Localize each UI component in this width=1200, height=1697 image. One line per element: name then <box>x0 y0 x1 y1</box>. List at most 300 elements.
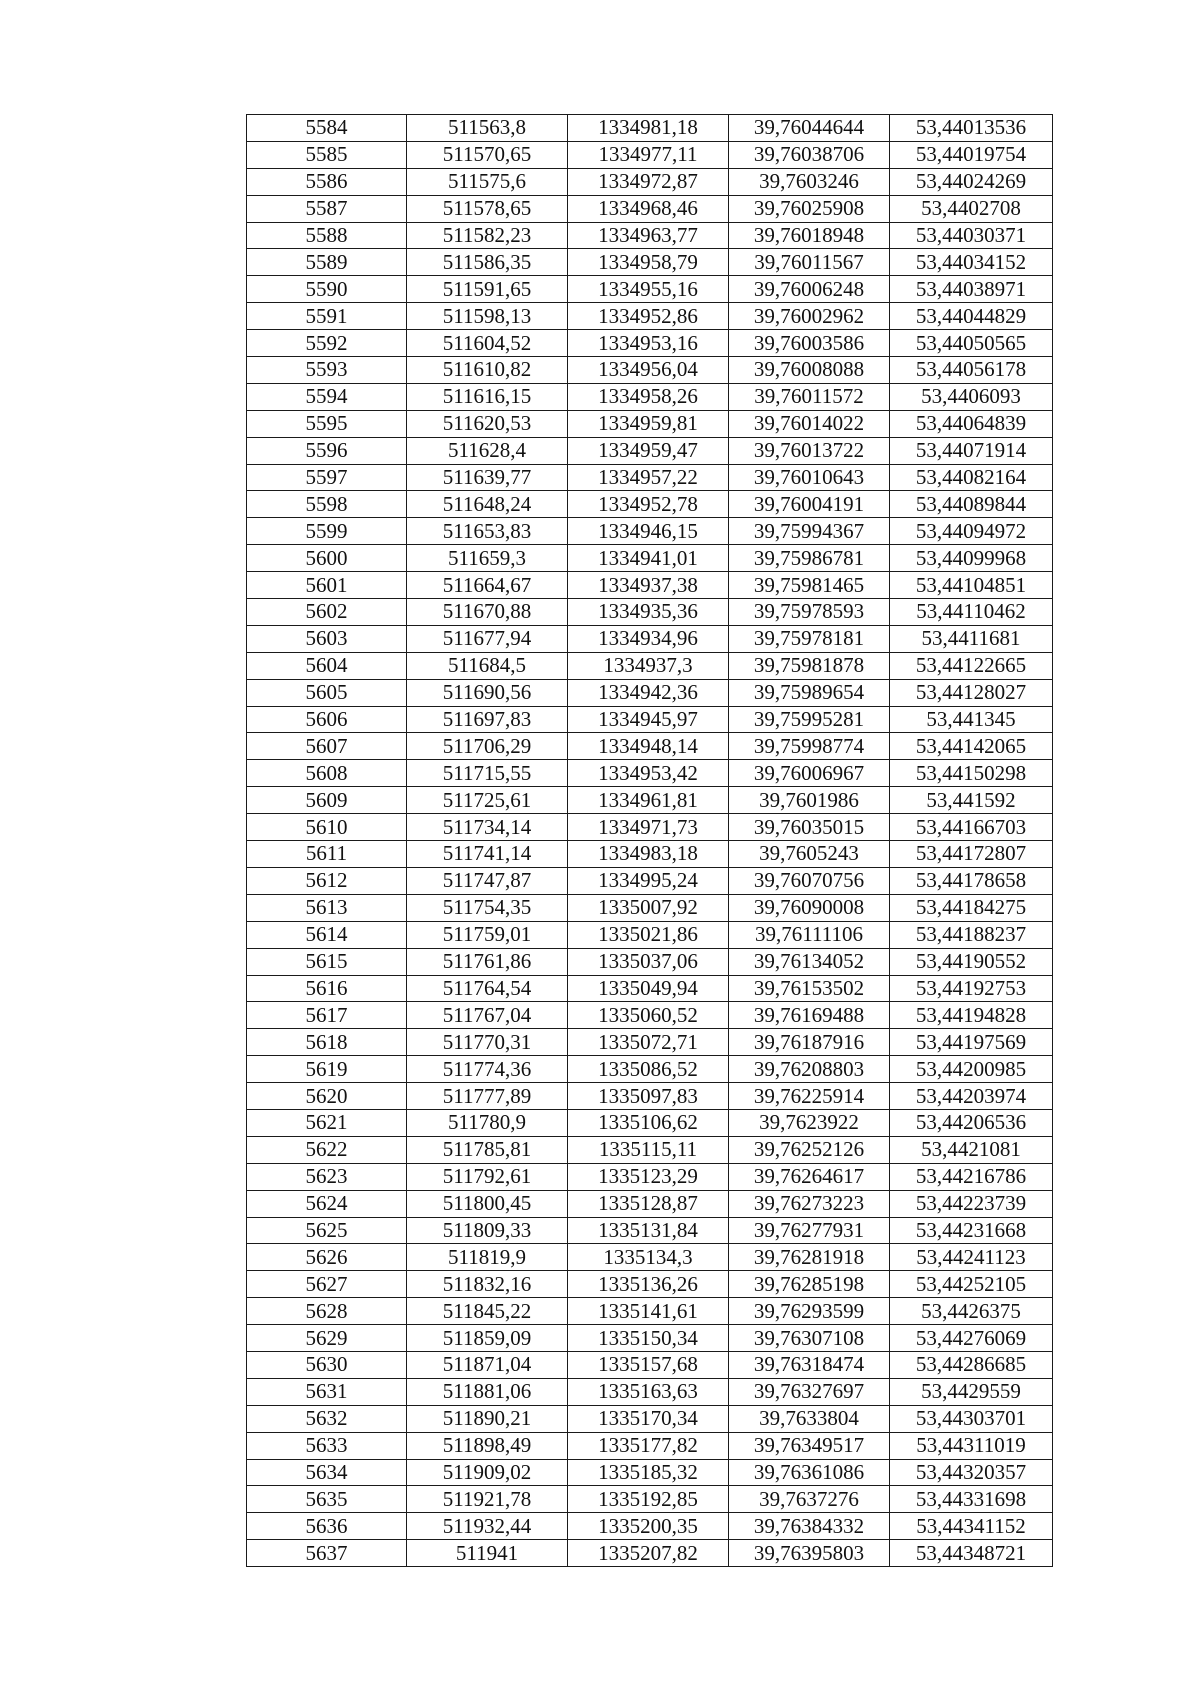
latitude-cell: 53,44203974 <box>890 1083 1053 1110</box>
y-coordinate-cell: 1334942,36 <box>568 679 729 706</box>
table-row <box>247 1002 1053 1029</box>
y-coordinate-cell: 1335097,83 <box>568 1083 729 1110</box>
point-number-cell: 5630 <box>247 1351 407 1378</box>
longitude-cell: 39,75989654 <box>729 679 890 706</box>
longitude-cell: 39,7637276 <box>729 1486 890 1513</box>
y-coordinate-cell: 1334959,81 <box>568 410 729 437</box>
table-row <box>247 787 1053 814</box>
x-coordinate-cell: 511706,29 <box>407 733 568 760</box>
x-coordinate-cell: 511563,8 <box>407 115 568 142</box>
latitude-cell: 53,44276069 <box>890 1325 1053 1352</box>
table-row <box>247 706 1053 733</box>
latitude-cell: 53,44252105 <box>890 1271 1053 1298</box>
latitude-cell: 53,44128027 <box>890 679 1053 706</box>
table-row <box>247 1217 1053 1244</box>
longitude-cell: 39,76004191 <box>729 491 890 518</box>
longitude-cell: 39,75978593 <box>729 599 890 626</box>
x-coordinate-cell: 511659,3 <box>407 545 568 572</box>
y-coordinate-cell: 1334971,73 <box>568 814 729 841</box>
latitude-cell: 53,44197569 <box>890 1029 1053 1056</box>
latitude-cell: 53,44194828 <box>890 1002 1053 1029</box>
point-number-cell: 5594 <box>247 383 407 410</box>
y-coordinate-cell: 1334983,18 <box>568 841 729 868</box>
point-number-cell: 5601 <box>247 572 407 599</box>
table-row <box>247 249 1053 276</box>
latitude-cell: 53,44172807 <box>890 841 1053 868</box>
table-row <box>247 679 1053 706</box>
x-coordinate-cell: 511616,15 <box>407 383 568 410</box>
longitude-cell: 39,76002962 <box>729 303 890 330</box>
latitude-cell: 53,44286685 <box>890 1351 1053 1378</box>
latitude-cell: 53,44030371 <box>890 222 1053 249</box>
table-row <box>247 841 1053 868</box>
latitude-cell: 53,44320357 <box>890 1459 1053 1486</box>
latitude-cell: 53,44331698 <box>890 1486 1053 1513</box>
y-coordinate-cell: 1335072,71 <box>568 1029 729 1056</box>
point-number-cell: 5613 <box>247 894 407 921</box>
table-row <box>247 625 1053 652</box>
latitude-cell: 53,44200985 <box>890 1056 1053 1083</box>
point-number-cell: 5604 <box>247 652 407 679</box>
y-coordinate-cell: 1334946,15 <box>568 518 729 545</box>
x-coordinate-cell: 511898,49 <box>407 1432 568 1459</box>
table-row <box>247 1056 1053 1083</box>
latitude-cell: 53,44110462 <box>890 599 1053 626</box>
table-row <box>247 948 1053 975</box>
latitude-cell: 53,44019754 <box>890 141 1053 168</box>
latitude-cell: 53,44082164 <box>890 464 1053 491</box>
longitude-cell: 39,76187916 <box>729 1029 890 1056</box>
x-coordinate-cell: 511653,83 <box>407 518 568 545</box>
y-coordinate-cell: 1334995,24 <box>568 867 729 894</box>
latitude-cell: 53,44013536 <box>890 115 1053 142</box>
y-coordinate-cell: 1334937,38 <box>568 572 729 599</box>
longitude-cell: 39,76293599 <box>729 1298 890 1325</box>
table-row <box>247 1190 1053 1217</box>
longitude-cell: 39,76006967 <box>729 760 890 787</box>
table-row <box>247 330 1053 357</box>
longitude-cell: 39,76395803 <box>729 1540 890 1567</box>
y-coordinate-cell: 1334972,87 <box>568 168 729 195</box>
point-number-cell: 5588 <box>247 222 407 249</box>
x-coordinate-cell: 511725,61 <box>407 787 568 814</box>
latitude-cell: 53,44064839 <box>890 410 1053 437</box>
table-row <box>247 1459 1053 1486</box>
y-coordinate-cell: 1335192,85 <box>568 1486 729 1513</box>
x-coordinate-cell: 511832,16 <box>407 1271 568 1298</box>
x-coordinate-cell: 511578,65 <box>407 195 568 222</box>
table-row <box>247 1083 1053 1110</box>
y-coordinate-cell: 1335131,84 <box>568 1217 729 1244</box>
y-coordinate-cell: 1335086,52 <box>568 1056 729 1083</box>
latitude-cell: 53,4402708 <box>890 195 1053 222</box>
longitude-cell: 39,75998774 <box>729 733 890 760</box>
x-coordinate-cell: 511677,94 <box>407 625 568 652</box>
point-number-cell: 5600 <box>247 545 407 572</box>
table-row <box>247 1136 1053 1163</box>
x-coordinate-cell: 511859,09 <box>407 1325 568 1352</box>
y-coordinate-cell: 1335141,61 <box>568 1298 729 1325</box>
y-coordinate-cell: 1334955,16 <box>568 276 729 303</box>
y-coordinate-cell: 1335200,35 <box>568 1513 729 1540</box>
table-row <box>247 733 1053 760</box>
coordinates-table-body <box>247 115 1053 1567</box>
longitude-cell: 39,76281918 <box>729 1244 890 1271</box>
latitude-cell: 53,44089844 <box>890 491 1053 518</box>
y-coordinate-cell: 1335060,52 <box>568 1002 729 1029</box>
y-coordinate-cell: 1334977,11 <box>568 141 729 168</box>
table-row <box>247 1540 1053 1567</box>
x-coordinate-cell: 511734,14 <box>407 814 568 841</box>
table-row <box>247 1486 1053 1513</box>
y-coordinate-cell: 1334968,46 <box>568 195 729 222</box>
longitude-cell: 39,76044644 <box>729 115 890 142</box>
latitude-cell: 53,44034152 <box>890 249 1053 276</box>
x-coordinate-cell: 511792,61 <box>407 1163 568 1190</box>
longitude-cell: 39,76090008 <box>729 894 890 921</box>
point-number-cell: 5609 <box>247 787 407 814</box>
longitude-cell: 39,76285198 <box>729 1271 890 1298</box>
longitude-cell: 39,76208803 <box>729 1056 890 1083</box>
table-row <box>247 760 1053 787</box>
x-coordinate-cell: 511715,55 <box>407 760 568 787</box>
latitude-cell: 53,44206536 <box>890 1109 1053 1136</box>
y-coordinate-cell: 1334957,22 <box>568 464 729 491</box>
y-coordinate-cell: 1334963,77 <box>568 222 729 249</box>
latitude-cell: 53,441345 <box>890 706 1053 733</box>
point-number-cell: 5635 <box>247 1486 407 1513</box>
longitude-cell: 39,76264617 <box>729 1163 890 1190</box>
latitude-cell: 53,44071914 <box>890 437 1053 464</box>
latitude-cell: 53,44166703 <box>890 814 1053 841</box>
table-row <box>247 545 1053 572</box>
longitude-cell: 39,76070756 <box>729 867 890 894</box>
point-number-cell: 5602 <box>247 599 407 626</box>
y-coordinate-cell: 1335185,32 <box>568 1459 729 1486</box>
table-row <box>247 1325 1053 1352</box>
longitude-cell: 39,76307108 <box>729 1325 890 1352</box>
latitude-cell: 53,4406093 <box>890 383 1053 410</box>
point-number-cell: 5612 <box>247 867 407 894</box>
point-number-cell: 5610 <box>247 814 407 841</box>
latitude-cell: 53,44150298 <box>890 760 1053 787</box>
x-coordinate-cell: 511747,87 <box>407 867 568 894</box>
x-coordinate-cell: 511741,14 <box>407 841 568 868</box>
latitude-cell: 53,44056178 <box>890 357 1053 384</box>
x-coordinate-cell: 511780,9 <box>407 1109 568 1136</box>
longitude-cell: 39,7633804 <box>729 1405 890 1432</box>
point-number-cell: 5618 <box>247 1029 407 1056</box>
y-coordinate-cell: 1335106,62 <box>568 1109 729 1136</box>
x-coordinate-cell: 511921,78 <box>407 1486 568 1513</box>
table-row <box>247 1109 1053 1136</box>
longitude-cell: 39,76349517 <box>729 1432 890 1459</box>
latitude-cell: 53,44190552 <box>890 948 1053 975</box>
point-number-cell: 5607 <box>247 733 407 760</box>
latitude-cell: 53,44223739 <box>890 1190 1053 1217</box>
longitude-cell: 39,76169488 <box>729 1002 890 1029</box>
latitude-cell: 53,44303701 <box>890 1405 1053 1432</box>
point-number-cell: 5592 <box>247 330 407 357</box>
point-number-cell: 5586 <box>247 168 407 195</box>
longitude-cell: 39,76273223 <box>729 1190 890 1217</box>
y-coordinate-cell: 1334945,97 <box>568 706 729 733</box>
x-coordinate-cell: 511800,45 <box>407 1190 568 1217</box>
latitude-cell: 53,4421081 <box>890 1136 1053 1163</box>
point-number-cell: 5627 <box>247 1271 407 1298</box>
y-coordinate-cell: 1334935,36 <box>568 599 729 626</box>
coordinates-table <box>246 114 1053 1567</box>
table-row <box>247 921 1053 948</box>
point-number-cell: 5628 <box>247 1298 407 1325</box>
x-coordinate-cell: 511777,89 <box>407 1083 568 1110</box>
x-coordinate-cell: 511932,44 <box>407 1513 568 1540</box>
longitude-cell: 39,76384332 <box>729 1513 890 1540</box>
x-coordinate-cell: 511845,22 <box>407 1298 568 1325</box>
table-row <box>247 1351 1053 1378</box>
table-row <box>247 303 1053 330</box>
x-coordinate-cell: 511591,65 <box>407 276 568 303</box>
longitude-cell: 39,7623922 <box>729 1109 890 1136</box>
y-coordinate-cell: 1334934,96 <box>568 625 729 652</box>
longitude-cell: 39,76327697 <box>729 1378 890 1405</box>
x-coordinate-cell: 511890,21 <box>407 1405 568 1432</box>
table-row <box>247 464 1053 491</box>
y-coordinate-cell: 1335115,11 <box>568 1136 729 1163</box>
longitude-cell: 39,76038706 <box>729 141 890 168</box>
longitude-cell: 39,7603246 <box>729 168 890 195</box>
longitude-cell: 39,75978181 <box>729 625 890 652</box>
table-row <box>247 383 1053 410</box>
longitude-cell: 39,76318474 <box>729 1351 890 1378</box>
latitude-cell: 53,44038971 <box>890 276 1053 303</box>
latitude-cell: 53,4429559 <box>890 1378 1053 1405</box>
x-coordinate-cell: 511754,35 <box>407 894 568 921</box>
latitude-cell: 53,44044829 <box>890 303 1053 330</box>
table-row <box>247 195 1053 222</box>
table-row <box>247 1244 1053 1271</box>
table-row <box>247 1378 1053 1405</box>
longitude-cell: 39,76025908 <box>729 195 890 222</box>
x-coordinate-cell: 511774,36 <box>407 1056 568 1083</box>
point-number-cell: 5595 <box>247 410 407 437</box>
y-coordinate-cell: 1334952,86 <box>568 303 729 330</box>
x-coordinate-cell: 511697,83 <box>407 706 568 733</box>
x-coordinate-cell: 511871,04 <box>407 1351 568 1378</box>
table-row <box>247 491 1053 518</box>
x-coordinate-cell: 511909,02 <box>407 1459 568 1486</box>
longitude-cell: 39,76111106 <box>729 921 890 948</box>
table-row <box>247 975 1053 1002</box>
longitude-cell: 39,7601986 <box>729 787 890 814</box>
longitude-cell: 39,76014022 <box>729 410 890 437</box>
x-coordinate-cell: 511598,13 <box>407 303 568 330</box>
y-coordinate-cell: 1334981,18 <box>568 115 729 142</box>
longitude-cell: 39,75995281 <box>729 706 890 733</box>
x-coordinate-cell: 511620,53 <box>407 410 568 437</box>
point-number-cell: 5614 <box>247 921 407 948</box>
point-number-cell: 5631 <box>247 1378 407 1405</box>
longitude-cell: 39,76153502 <box>729 975 890 1002</box>
point-number-cell: 5621 <box>247 1109 407 1136</box>
point-number-cell: 5589 <box>247 249 407 276</box>
latitude-cell: 53,44142065 <box>890 733 1053 760</box>
table-row <box>247 222 1053 249</box>
y-coordinate-cell: 1335123,29 <box>568 1163 729 1190</box>
longitude-cell: 39,76010643 <box>729 464 890 491</box>
table-row <box>247 1271 1053 1298</box>
table-row <box>247 652 1053 679</box>
table-row <box>247 168 1053 195</box>
point-number-cell: 5587 <box>247 195 407 222</box>
latitude-cell: 53,44178658 <box>890 867 1053 894</box>
point-number-cell: 5605 <box>247 679 407 706</box>
x-coordinate-cell: 511761,86 <box>407 948 568 975</box>
y-coordinate-cell: 1334953,16 <box>568 330 729 357</box>
y-coordinate-cell: 1334948,14 <box>568 733 729 760</box>
x-coordinate-cell: 511648,24 <box>407 491 568 518</box>
point-number-cell: 5624 <box>247 1190 407 1217</box>
y-coordinate-cell: 1335157,68 <box>568 1351 729 1378</box>
table-row <box>247 867 1053 894</box>
x-coordinate-cell: 511575,6 <box>407 168 568 195</box>
y-coordinate-cell: 1335150,34 <box>568 1325 729 1352</box>
x-coordinate-cell: 511881,06 <box>407 1378 568 1405</box>
latitude-cell: 53,44184275 <box>890 894 1053 921</box>
x-coordinate-cell: 511819,9 <box>407 1244 568 1271</box>
table-row <box>247 518 1053 545</box>
y-coordinate-cell: 1335136,26 <box>568 1271 729 1298</box>
latitude-cell: 53,44341152 <box>890 1513 1053 1540</box>
point-number-cell: 5597 <box>247 464 407 491</box>
x-coordinate-cell: 511941 <box>407 1540 568 1567</box>
longitude-cell: 39,76013722 <box>729 437 890 464</box>
point-number-cell: 5617 <box>247 1002 407 1029</box>
longitude-cell: 39,76134052 <box>729 948 890 975</box>
longitude-cell: 39,76018948 <box>729 222 890 249</box>
y-coordinate-cell: 1335128,87 <box>568 1190 729 1217</box>
x-coordinate-cell: 511670,88 <box>407 599 568 626</box>
point-number-cell: 5637 <box>247 1540 407 1567</box>
y-coordinate-cell: 1335177,82 <box>568 1432 729 1459</box>
y-coordinate-cell: 1334958,26 <box>568 383 729 410</box>
latitude-cell: 53,44216786 <box>890 1163 1053 1190</box>
y-coordinate-cell: 1334953,42 <box>568 760 729 787</box>
longitude-cell: 39,76277931 <box>729 1217 890 1244</box>
longitude-cell: 39,76035015 <box>729 814 890 841</box>
x-coordinate-cell: 511809,33 <box>407 1217 568 1244</box>
latitude-cell: 53,44050565 <box>890 330 1053 357</box>
longitude-cell: 39,75981878 <box>729 652 890 679</box>
longitude-cell: 39,76006248 <box>729 276 890 303</box>
y-coordinate-cell: 1335007,92 <box>568 894 729 921</box>
latitude-cell: 53,44099968 <box>890 545 1053 572</box>
point-number-cell: 5591 <box>247 303 407 330</box>
y-coordinate-cell: 1334956,04 <box>568 357 729 384</box>
point-number-cell: 5584 <box>247 115 407 142</box>
x-coordinate-cell: 511639,77 <box>407 464 568 491</box>
y-coordinate-cell: 1335049,94 <box>568 975 729 1002</box>
point-number-cell: 5634 <box>247 1459 407 1486</box>
x-coordinate-cell: 511690,56 <box>407 679 568 706</box>
point-number-cell: 5629 <box>247 1325 407 1352</box>
table-row <box>247 1029 1053 1056</box>
longitude-cell: 39,75994367 <box>729 518 890 545</box>
x-coordinate-cell: 511767,04 <box>407 1002 568 1029</box>
table-row <box>247 572 1053 599</box>
point-number-cell: 5599 <box>247 518 407 545</box>
x-coordinate-cell: 511764,54 <box>407 975 568 1002</box>
latitude-cell: 53,44241123 <box>890 1244 1053 1271</box>
point-number-cell: 5619 <box>247 1056 407 1083</box>
point-number-cell: 5623 <box>247 1163 407 1190</box>
latitude-cell: 53,44192753 <box>890 975 1053 1002</box>
latitude-cell: 53,44024269 <box>890 168 1053 195</box>
x-coordinate-cell: 511586,35 <box>407 249 568 276</box>
point-number-cell: 5620 <box>247 1083 407 1110</box>
longitude-cell: 39,76008088 <box>729 357 890 384</box>
table-row <box>247 437 1053 464</box>
table-row <box>247 894 1053 921</box>
point-number-cell: 5633 <box>247 1432 407 1459</box>
latitude-cell: 53,441592 <box>890 787 1053 814</box>
point-number-cell: 5626 <box>247 1244 407 1271</box>
point-number-cell: 5593 <box>247 357 407 384</box>
x-coordinate-cell: 511628,4 <box>407 437 568 464</box>
point-number-cell: 5616 <box>247 975 407 1002</box>
longitude-cell: 39,76011572 <box>729 383 890 410</box>
point-number-cell: 5596 <box>247 437 407 464</box>
latitude-cell: 53,4411681 <box>890 625 1053 652</box>
longitude-cell: 39,75981465 <box>729 572 890 599</box>
longitude-cell: 39,75986781 <box>729 545 890 572</box>
x-coordinate-cell: 511664,67 <box>407 572 568 599</box>
y-coordinate-cell: 1335134,3 <box>568 1244 729 1271</box>
point-number-cell: 5606 <box>247 706 407 733</box>
y-coordinate-cell: 1335021,86 <box>568 921 729 948</box>
table-row <box>247 410 1053 437</box>
y-coordinate-cell: 1334959,47 <box>568 437 729 464</box>
y-coordinate-cell: 1335037,06 <box>568 948 729 975</box>
latitude-cell: 53,44348721 <box>890 1540 1053 1567</box>
y-coordinate-cell: 1334961,81 <box>568 787 729 814</box>
x-coordinate-cell: 511604,52 <box>407 330 568 357</box>
latitude-cell: 53,44311019 <box>890 1432 1053 1459</box>
x-coordinate-cell: 511785,81 <box>407 1136 568 1163</box>
table-row <box>247 1405 1053 1432</box>
point-number-cell: 5625 <box>247 1217 407 1244</box>
table-row <box>247 1298 1053 1325</box>
x-coordinate-cell: 511610,82 <box>407 357 568 384</box>
x-coordinate-cell: 511770,31 <box>407 1029 568 1056</box>
x-coordinate-cell: 511582,23 <box>407 222 568 249</box>
table-row <box>247 357 1053 384</box>
x-coordinate-cell: 511684,5 <box>407 652 568 679</box>
table-row <box>247 276 1053 303</box>
y-coordinate-cell: 1334937,3 <box>568 652 729 679</box>
y-coordinate-cell: 1335163,63 <box>568 1378 729 1405</box>
point-number-cell: 5598 <box>247 491 407 518</box>
table-row <box>247 1163 1053 1190</box>
table-row <box>247 115 1053 142</box>
table-row <box>247 1432 1053 1459</box>
point-number-cell: 5615 <box>247 948 407 975</box>
table-row <box>247 141 1053 168</box>
point-number-cell: 5632 <box>247 1405 407 1432</box>
x-coordinate-cell: 511570,65 <box>407 141 568 168</box>
point-number-cell: 5622 <box>247 1136 407 1163</box>
latitude-cell: 53,44094972 <box>890 518 1053 545</box>
